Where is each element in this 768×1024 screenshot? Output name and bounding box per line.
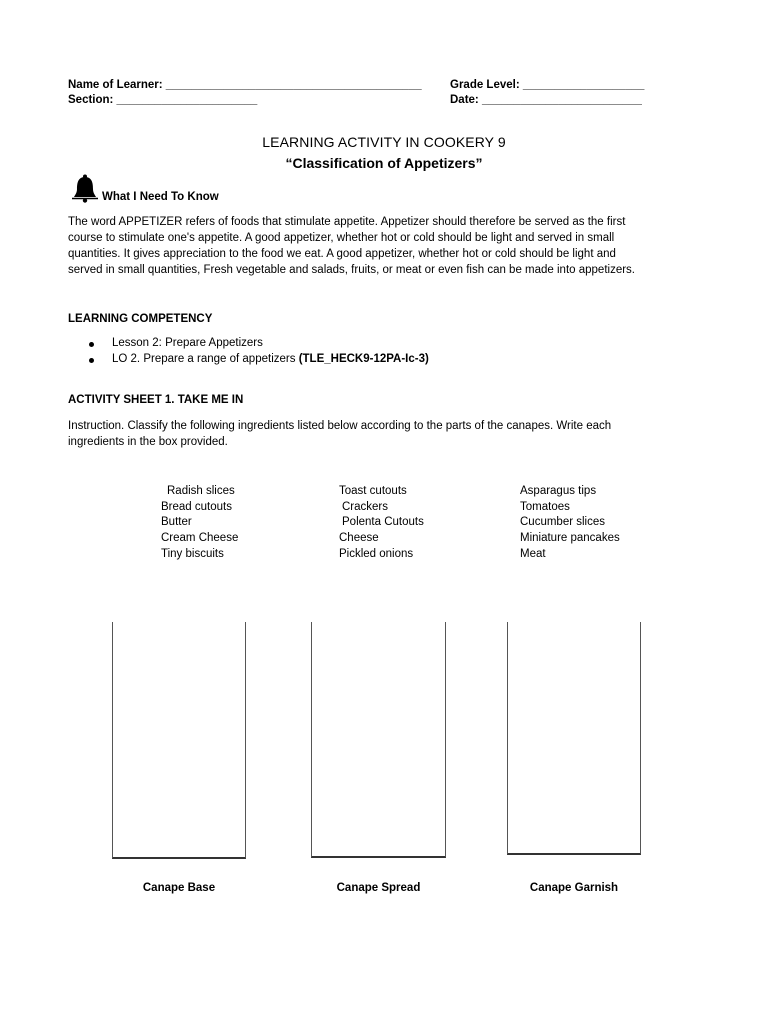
know-paragraph bbox=[68, 214, 708, 278]
canape-base-label: Canape Base bbox=[142, 882, 216, 894]
ingredient-item: Meat bbox=[520, 547, 546, 560]
ingredient-item: Bread cutouts bbox=[161, 500, 232, 513]
ingredient-item: Crackers bbox=[342, 500, 389, 513]
section-field[interactable]: Section: ______________________ bbox=[68, 94, 258, 106]
date-field[interactable]: Date: _________________________ bbox=[450, 94, 642, 106]
ingredient-item: Cream Cheese bbox=[161, 532, 239, 545]
ingredient-item: Pickled onions bbox=[339, 547, 414, 560]
instruction-line: ingredients in the box provided. bbox=[68, 436, 228, 448]
canape-spread-box[interactable] bbox=[311, 622, 446, 858]
canape-base-box[interactable] bbox=[112, 622, 246, 859]
ingredient-item: Butter bbox=[161, 516, 192, 529]
competency-heading: LEARNING COMPETENCY bbox=[68, 313, 213, 325]
ingredient-item: Cucumber slices bbox=[520, 516, 605, 529]
canape-garnish-box[interactable] bbox=[507, 622, 641, 855]
ingredient-item: Toast cutouts bbox=[339, 485, 407, 497]
page-title bbox=[0, 134, 768, 150]
paragraph-line: The word APPETIZER refers of foods that stimulate appetite. Appetizer should therefore be served as the first bbox=[68, 216, 626, 228]
name-of-learner-field[interactable]: Name of Learner: ________________________________________ bbox=[68, 79, 422, 91]
competency-item bbox=[92, 337, 263, 349]
competency-item-text: Lesson 2: Prepare Appetizers bbox=[112, 337, 263, 349]
activity-heading: ACTIVITY SHEET 1. TAKE ME IN bbox=[68, 394, 244, 406]
page-subtitle: “Classification of Appetizers” bbox=[285, 155, 483, 171]
ingredient-column-1 bbox=[161, 484, 238, 563]
title-part-1: LEARNING ACTIVITY IN bbox=[262, 134, 420, 150]
title-part-2: COOKERY 9 bbox=[423, 134, 506, 150]
instruction-text bbox=[68, 418, 708, 450]
paragraph-line: quantities. It gives appreciation to the food we eat. A good appetizer, whether hot or cold should be light and bbox=[68, 248, 616, 260]
grade-level-field[interactable]: Grade Level: ___________________ bbox=[450, 79, 645, 91]
bell-icon bbox=[70, 173, 100, 203]
ingredient-item: Asparagus tips bbox=[520, 485, 597, 497]
canape-garnish-label: Canape Garnish bbox=[529, 882, 619, 894]
ingredient-item: Radish slices bbox=[167, 485, 235, 497]
ingredient-item: Polenta Cutouts bbox=[342, 516, 424, 529]
bullet-icon bbox=[89, 358, 94, 363]
instruction-line: Instruction. Classify the following ingredients listed below according to the parts of the canapes. Write each bbox=[68, 420, 612, 432]
bullet-icon bbox=[89, 342, 94, 347]
ingredient-column-2 bbox=[339, 484, 424, 563]
paragraph-line: course to stimulate one's appetite. A good appetizer, whether hot or cold should be light and served in small bbox=[68, 232, 615, 244]
know-heading: What I Need To Know bbox=[102, 191, 219, 203]
competency-item bbox=[92, 353, 429, 365]
ingredient-item: Tiny biscuits bbox=[161, 547, 224, 560]
paragraph-line: served in small quantities, Fresh vegetable and salads, fruits, or meat or even fish can be made into appetizers. bbox=[68, 264, 635, 276]
ingredient-item: Tomatoes bbox=[520, 500, 570, 513]
canape-spread-label: Canape Spread bbox=[336, 882, 421, 894]
ingredient-item: Cheese bbox=[339, 532, 379, 545]
competency-item-text: LO 2. Prepare a range of appetizers bbox=[112, 353, 296, 365]
ingredient-column-3 bbox=[520, 484, 620, 563]
competency-code: (TLE_HECK9-12PA-Ic-3) bbox=[298, 353, 429, 365]
ingredient-item: Miniature pancakes bbox=[520, 532, 620, 545]
